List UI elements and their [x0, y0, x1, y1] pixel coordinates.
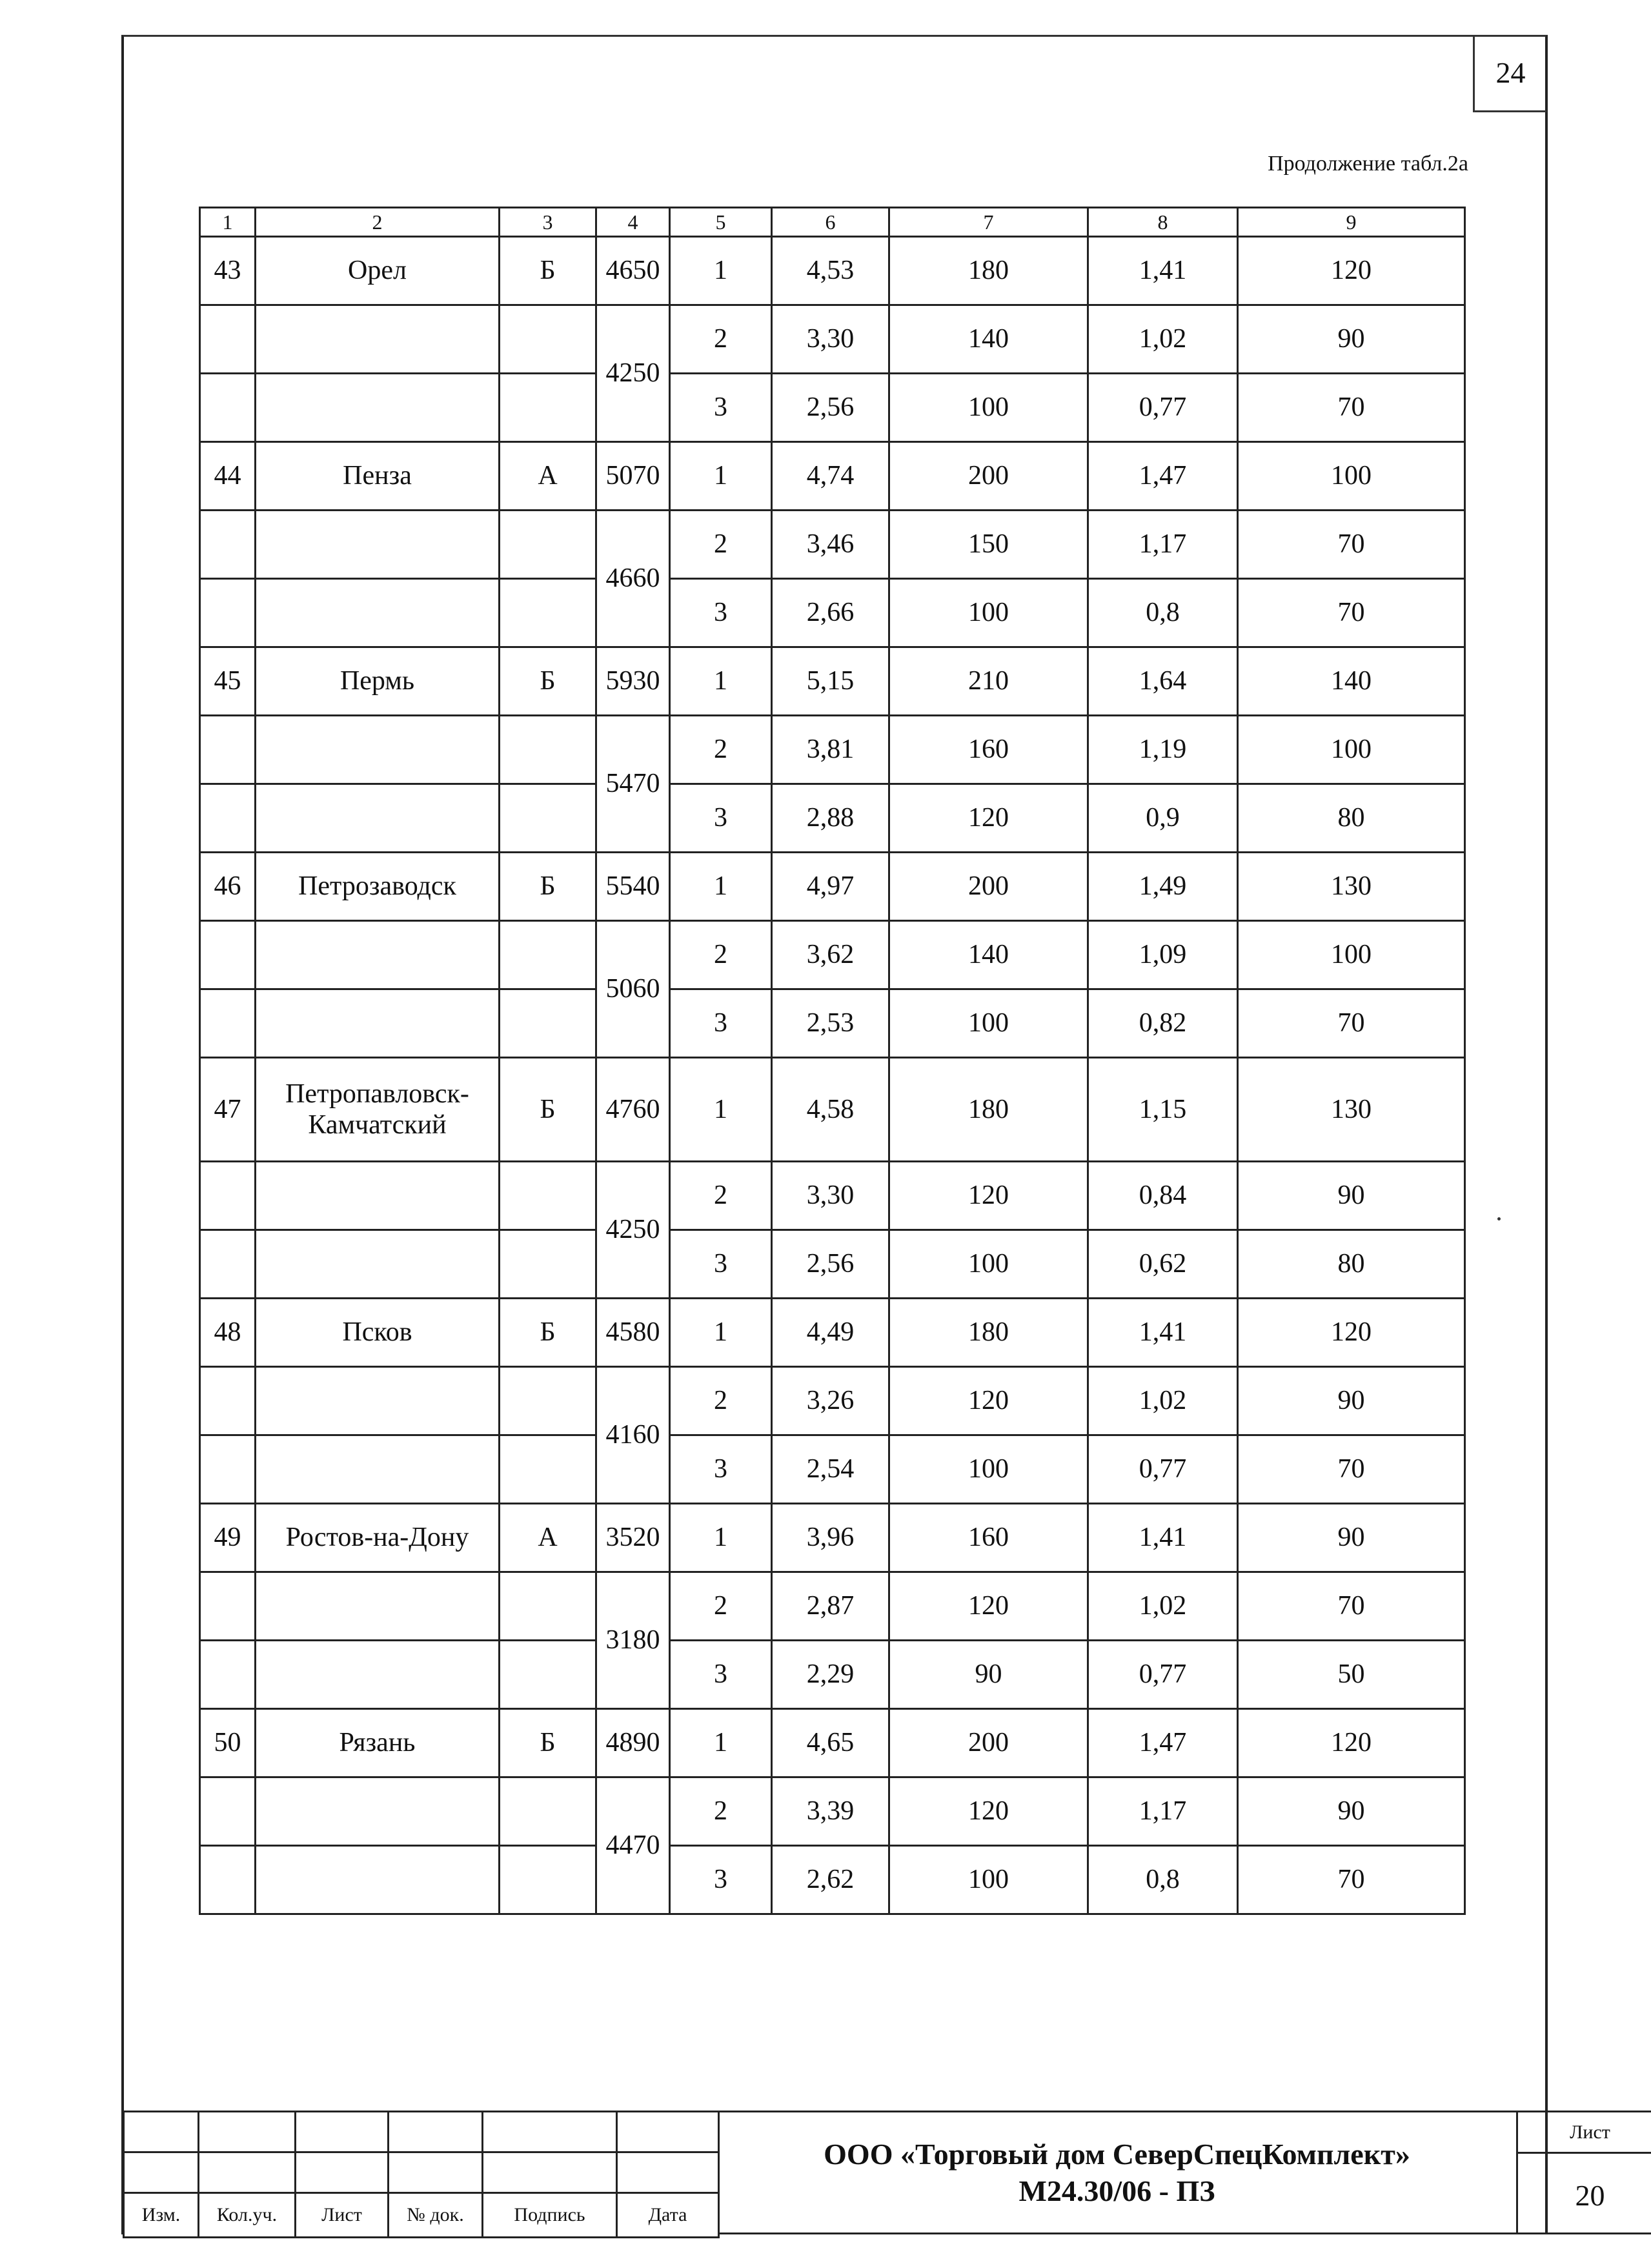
- cell-col7: 160: [889, 716, 1088, 784]
- city-name: Петропавловск- Камчатский: [256, 1058, 500, 1162]
- cell-col6: 3,46: [772, 511, 889, 579]
- cell-col9: 90: [1238, 1162, 1465, 1230]
- table-row: [200, 1709, 1465, 1777]
- cell-col9: 140: [1238, 647, 1465, 716]
- row-number: 43: [200, 237, 256, 305]
- table-row: [200, 1846, 1465, 1914]
- table-row: [200, 511, 1465, 579]
- empty-cell: [500, 579, 596, 647]
- empty-cell: [256, 1641, 500, 1709]
- value-col4: 4660: [596, 511, 670, 647]
- empty-cell: [256, 1435, 500, 1504]
- category: Б: [500, 1709, 596, 1777]
- cell-col7: 100: [889, 374, 1088, 442]
- cell-col6: 3,81: [772, 716, 889, 784]
- empty-cell: [200, 579, 256, 647]
- empty-cell: [200, 716, 256, 784]
- cell-col9: 120: [1238, 237, 1465, 305]
- category: Б: [500, 237, 596, 305]
- cell-col7: 180: [889, 237, 1088, 305]
- cell-col5: 3: [670, 989, 772, 1058]
- empty-cell: [256, 1572, 500, 1641]
- table-row: [200, 1777, 1465, 1846]
- header-cell: 3: [500, 208, 596, 237]
- cell-col8: 1,17: [1088, 1777, 1238, 1846]
- cell-col9: 90: [1238, 1777, 1465, 1846]
- sheet-block: [1518, 2111, 1651, 2234]
- row-number: 44: [200, 442, 256, 511]
- cell-col8: 1,47: [1088, 442, 1238, 511]
- cell-col8: 0,84: [1088, 1162, 1238, 1230]
- cell-col6: 3,30: [772, 305, 889, 374]
- label-signature: Подпись: [483, 2193, 617, 2238]
- empty-cell: [200, 921, 256, 989]
- empty-cell: [256, 1162, 500, 1230]
- cell-col6: 3,39: [772, 1777, 889, 1846]
- cell-col8: 1,09: [1088, 921, 1238, 989]
- cell-col6: 4,53: [772, 237, 889, 305]
- company-block: [718, 2111, 1518, 2234]
- cell-col8: 1,41: [1088, 1299, 1238, 1367]
- table-row: [200, 1367, 1465, 1435]
- cell-col6: 2,54: [772, 1435, 889, 1504]
- value-col4: 5060: [596, 921, 670, 1058]
- cell-col9: 90: [1238, 1504, 1465, 1572]
- data-table: [199, 207, 1466, 1915]
- cell-col9: 130: [1238, 853, 1465, 921]
- table-row: [200, 1504, 1465, 1572]
- value-col4: 5540: [596, 853, 670, 921]
- cell-col8: 1,02: [1088, 1572, 1238, 1641]
- cell-col6: 4,97: [772, 853, 889, 921]
- cell-col5: 3: [670, 1846, 772, 1914]
- table-row: [200, 853, 1465, 921]
- empty-cell: [256, 305, 500, 374]
- cell-col6: 4,58: [772, 1058, 889, 1162]
- cell-col7: 120: [889, 1162, 1088, 1230]
- header-cell: 7: [889, 208, 1088, 237]
- cell-col8: 0,8: [1088, 1846, 1238, 1914]
- cell-col8: 0,82: [1088, 989, 1238, 1058]
- empty-cell: [200, 305, 256, 374]
- cell-col5: 3: [670, 784, 772, 853]
- value-col4: 4250: [596, 1162, 670, 1299]
- sheet-label: Лист: [1518, 2112, 1651, 2154]
- empty-cell: [200, 1846, 256, 1914]
- empty-cell: [200, 1367, 256, 1435]
- cell-col6: 2,53: [772, 989, 889, 1058]
- cell-col5: 2: [670, 305, 772, 374]
- cell-col6: 3,26: [772, 1367, 889, 1435]
- cell-col6: 4,74: [772, 442, 889, 511]
- category: А: [500, 442, 596, 511]
- cell-col7: 200: [889, 442, 1088, 511]
- header-cell: 9: [1238, 208, 1465, 237]
- cell-col7: 210: [889, 647, 1088, 716]
- cell-col9: 70: [1238, 374, 1465, 442]
- cell-col8: 1,49: [1088, 853, 1238, 921]
- table-row: [200, 442, 1465, 511]
- cell-col8: 0,77: [1088, 374, 1238, 442]
- cell-col5: 3: [670, 1641, 772, 1709]
- cell-col5: 1: [670, 1709, 772, 1777]
- table-row: [200, 647, 1465, 716]
- cell-col5: 1: [670, 442, 772, 511]
- empty-cell: [256, 716, 500, 784]
- cell-col9: 70: [1238, 579, 1465, 647]
- cell-col5: 2: [670, 716, 772, 784]
- value-col4: 4650: [596, 237, 670, 305]
- revision-grid: [123, 2111, 720, 2238]
- empty-cell: [256, 989, 500, 1058]
- cell-col7: 180: [889, 1299, 1088, 1367]
- table-row: [200, 237, 1465, 305]
- cell-col7: 140: [889, 921, 1088, 989]
- cell-col9: 70: [1238, 989, 1465, 1058]
- empty-cell: [256, 511, 500, 579]
- empty-cell: [500, 921, 596, 989]
- title-block: [123, 2111, 1610, 2234]
- cell-col5: 2: [670, 1777, 772, 1846]
- cell-col9: 70: [1238, 1846, 1465, 1914]
- cell-col6: 3,62: [772, 921, 889, 989]
- value-col4: 4580: [596, 1299, 670, 1367]
- cell-col9: 90: [1238, 1367, 1465, 1435]
- header-cell: 2: [256, 208, 500, 237]
- cell-col6: 2,66: [772, 579, 889, 647]
- row-number: 45: [200, 647, 256, 716]
- cell-col7: 160: [889, 1504, 1088, 1572]
- empty-cell: [256, 921, 500, 989]
- empty-cell: [500, 374, 596, 442]
- value-col4: 4160: [596, 1367, 670, 1504]
- cell-col7: 100: [889, 579, 1088, 647]
- empty-cell: [500, 511, 596, 579]
- cell-col9: 50: [1238, 1641, 1465, 1709]
- continuation-label: Продолжение табл.2а: [1268, 152, 1468, 176]
- cell-col8: 1,41: [1088, 1504, 1238, 1572]
- empty-cell: [200, 511, 256, 579]
- row-number: 49: [200, 1504, 256, 1572]
- cell-col5: 1: [670, 647, 772, 716]
- label-list: Лист: [296, 2193, 389, 2238]
- value-col4: 4250: [596, 305, 670, 442]
- cell-col8: 1,41: [1088, 237, 1238, 305]
- empty-cell: [200, 1230, 256, 1299]
- row-number: 46: [200, 853, 256, 921]
- empty-cell: [200, 1162, 256, 1230]
- category: Б: [500, 647, 596, 716]
- table-row: [200, 579, 1465, 647]
- cell-col8: 0,77: [1088, 1435, 1238, 1504]
- sheet-number: 20: [1575, 2178, 1605, 2212]
- cell-col8: 1,02: [1088, 1367, 1238, 1435]
- empty-cell: [500, 1162, 596, 1230]
- cell-col5: 1: [670, 1504, 772, 1572]
- city-name: Рязань: [256, 1709, 500, 1777]
- header-cell: 1: [200, 208, 256, 237]
- header-cell: 5: [670, 208, 772, 237]
- city-name: Пермь: [256, 647, 500, 716]
- empty-cell: [256, 784, 500, 853]
- empty-cell: [200, 374, 256, 442]
- empty-cell: [500, 1230, 596, 1299]
- category: Б: [500, 1299, 596, 1367]
- cell-col8: 0,9: [1088, 784, 1238, 853]
- cell-col5: 3: [670, 1230, 772, 1299]
- label-date: Дата: [617, 2193, 719, 2238]
- value-col4: 3520: [596, 1504, 670, 1572]
- cell-col8: 1,64: [1088, 647, 1238, 716]
- city-name: Псков: [256, 1299, 500, 1367]
- cell-col6: 2,56: [772, 1230, 889, 1299]
- cell-col7: 90: [889, 1641, 1088, 1709]
- city-name: Петрозаводск: [256, 853, 500, 921]
- city-name: Пенза: [256, 442, 500, 511]
- table-row: [200, 716, 1465, 784]
- cell-col7: 200: [889, 1709, 1088, 1777]
- cell-col8: 0,62: [1088, 1230, 1238, 1299]
- cell-col8: 1,15: [1088, 1058, 1238, 1162]
- empty-cell: [500, 1572, 596, 1641]
- cell-col9: 100: [1238, 716, 1465, 784]
- empty-cell: [200, 1435, 256, 1504]
- cell-col8: 1,17: [1088, 511, 1238, 579]
- cell-col7: 100: [889, 1230, 1088, 1299]
- cell-col7: 100: [889, 1846, 1088, 1914]
- cell-col5: 1: [670, 1299, 772, 1367]
- cell-col9: 80: [1238, 784, 1465, 853]
- cell-col7: 140: [889, 305, 1088, 374]
- table-header-row: [200, 208, 1465, 237]
- cell-col9: 120: [1238, 1709, 1465, 1777]
- category: Б: [500, 853, 596, 921]
- empty-cell: [200, 1641, 256, 1709]
- cell-col5: 1: [670, 1058, 772, 1162]
- row-number: 47: [200, 1058, 256, 1162]
- table-row: [200, 1641, 1465, 1709]
- cell-col8: 1,47: [1088, 1709, 1238, 1777]
- cell-col7: 120: [889, 1572, 1088, 1641]
- value-col4: 4470: [596, 1777, 670, 1914]
- cell-col9: 100: [1238, 921, 1465, 989]
- empty-cell: [500, 1846, 596, 1914]
- value-col4: 5070: [596, 442, 670, 511]
- empty-cell: [500, 989, 596, 1058]
- empty-cell: [500, 1367, 596, 1435]
- cell-col8: 1,02: [1088, 305, 1238, 374]
- cell-col5: 2: [670, 921, 772, 989]
- cell-col6: 2,56: [772, 374, 889, 442]
- empty-cell: [500, 305, 596, 374]
- cell-col6: 3,30: [772, 1162, 889, 1230]
- cell-col7: 100: [889, 989, 1088, 1058]
- cell-col7: 120: [889, 1367, 1088, 1435]
- cell-col7: 150: [889, 511, 1088, 579]
- empty-cell: [256, 1777, 500, 1846]
- cell-col9: 80: [1238, 1230, 1465, 1299]
- table-row: [200, 374, 1465, 442]
- city-name: Орел: [256, 237, 500, 305]
- document-code: М24.30/06 - ПЗ: [1018, 2174, 1215, 2207]
- cell-col8: 0,77: [1088, 1641, 1238, 1709]
- cell-col6: 2,62: [772, 1846, 889, 1914]
- city-name: Ростов-на-Дону: [256, 1504, 500, 1572]
- cell-col7: 120: [889, 1777, 1088, 1846]
- cell-col7: 200: [889, 853, 1088, 921]
- cell-col9: 70: [1238, 1572, 1465, 1641]
- header-cell: 4: [596, 208, 670, 237]
- cell-col5: 3: [670, 579, 772, 647]
- empty-cell: [200, 1572, 256, 1641]
- empty-cell: [200, 784, 256, 853]
- table-row: [200, 305, 1465, 374]
- empty-cell: [500, 784, 596, 853]
- value-col4: 4760: [596, 1058, 670, 1162]
- value-col4: 5470: [596, 716, 670, 853]
- empty-cell: [500, 1777, 596, 1846]
- scan-speck: [1497, 1217, 1501, 1220]
- cell-col9: 130: [1238, 1058, 1465, 1162]
- empty-cell: [500, 1641, 596, 1709]
- table-row: [200, 1162, 1465, 1230]
- cell-col6: 5,15: [772, 647, 889, 716]
- empty-cell: [256, 1367, 500, 1435]
- cell-col7: 180: [889, 1058, 1088, 1162]
- row-number: 48: [200, 1299, 256, 1367]
- header-cell: 6: [772, 208, 889, 237]
- cell-col6: 3,96: [772, 1504, 889, 1572]
- cell-col5: 2: [670, 511, 772, 579]
- cell-col9: 70: [1238, 511, 1465, 579]
- cell-col5: 3: [670, 1435, 772, 1504]
- label-kol-uch: Кол.уч.: [199, 2193, 296, 2238]
- row-number: 50: [200, 1709, 256, 1777]
- cell-col6: 2,87: [772, 1572, 889, 1641]
- empty-cell: [256, 1846, 500, 1914]
- table-row: [200, 1572, 1465, 1641]
- label-doc-no: № док.: [389, 2193, 483, 2238]
- cell-col9: 100: [1238, 442, 1465, 511]
- empty-cell: [256, 1230, 500, 1299]
- table-row: [200, 784, 1465, 853]
- company-name: ООО «Торговый дом СеверСпецКомплект»: [824, 2137, 1410, 2171]
- cell-col6: 4,49: [772, 1299, 889, 1367]
- table-row: [200, 1230, 1465, 1299]
- cell-col7: 100: [889, 1435, 1088, 1504]
- empty-cell: [500, 1435, 596, 1504]
- cell-col5: 1: [670, 853, 772, 921]
- table-row: [200, 989, 1465, 1058]
- cell-col8: 0,8: [1088, 579, 1238, 647]
- cell-col9: 90: [1238, 305, 1465, 374]
- cell-col9: 70: [1238, 1435, 1465, 1504]
- value-col4: 4890: [596, 1709, 670, 1777]
- cell-col6: 2,29: [772, 1641, 889, 1709]
- cell-col5: 2: [670, 1162, 772, 1230]
- empty-cell: [256, 579, 500, 647]
- cell-col5: 2: [670, 1367, 772, 1435]
- table-row: [200, 1299, 1465, 1367]
- table-row: [200, 1435, 1465, 1504]
- category: А: [500, 1504, 596, 1572]
- value-col4: 3180: [596, 1572, 670, 1709]
- empty-cell: [500, 716, 596, 784]
- cell-col5: 1: [670, 237, 772, 305]
- cell-col8: 1,19: [1088, 716, 1238, 784]
- cell-col6: 2,88: [772, 784, 889, 853]
- table-row: [200, 1058, 1465, 1162]
- empty-cell: [200, 989, 256, 1058]
- empty-cell: [256, 374, 500, 442]
- cell-col6: 4,65: [772, 1709, 889, 1777]
- cell-col5: 3: [670, 374, 772, 442]
- cell-col5: 2: [670, 1572, 772, 1641]
- table-row: [200, 921, 1465, 989]
- category: Б: [500, 1058, 596, 1162]
- label-izm: Изм.: [124, 2193, 199, 2238]
- empty-cell: [200, 1777, 256, 1846]
- cell-col9: 120: [1238, 1299, 1465, 1367]
- header-cell: 8: [1088, 208, 1238, 237]
- page-number: 24: [1473, 35, 1546, 112]
- cell-col7: 120: [889, 784, 1088, 853]
- value-col4: 5930: [596, 647, 670, 716]
